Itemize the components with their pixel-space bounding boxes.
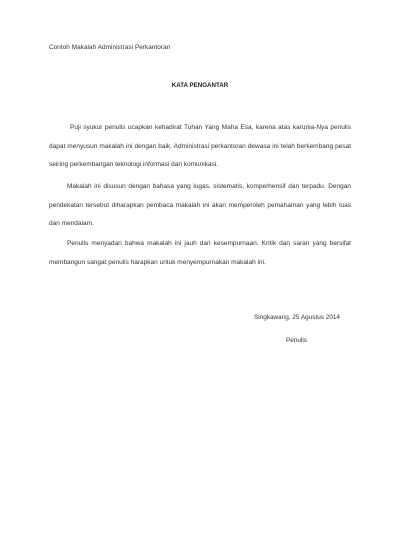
paragraph: Penulis menyadari bahwa makalah ini jauh dari kesempurnaan. Kritik dan saran yang bersifat membangun sangat penulis harapkan untuk menyempurnakan makalah ini.: [49, 240, 351, 266]
document-title: KATA PENGANTAR: [171, 82, 229, 89]
paragraph: Puji syukur penulis ucapkan kehadirat Tuhan Yang Maha Esa, karena atas karunia-Nya penulis dapat menyusun makalah ini dengan baik. Administrasi perkantoran dewasa ini telah berkembang pesat seiring perkembangan teknologi informasi dan komunikasi.: [49, 124, 351, 168]
signature-place-date: Singkawang, 25 Agustus 2014: [254, 314, 340, 321]
paragraph: Makalah ini disusun dengan bahasa yang lugas, sistematis, komperhensif dan terpadu. Dengan pendekatan tersebut diharapkan pembaca makalah ini akan memperoleh pemahaman yang lebih luas dan mendalam.: [49, 183, 351, 227]
running-head: Contoh Makalah Administrasi Perkantoran: [49, 44, 171, 51]
signature-author: Penulis: [286, 337, 307, 344]
